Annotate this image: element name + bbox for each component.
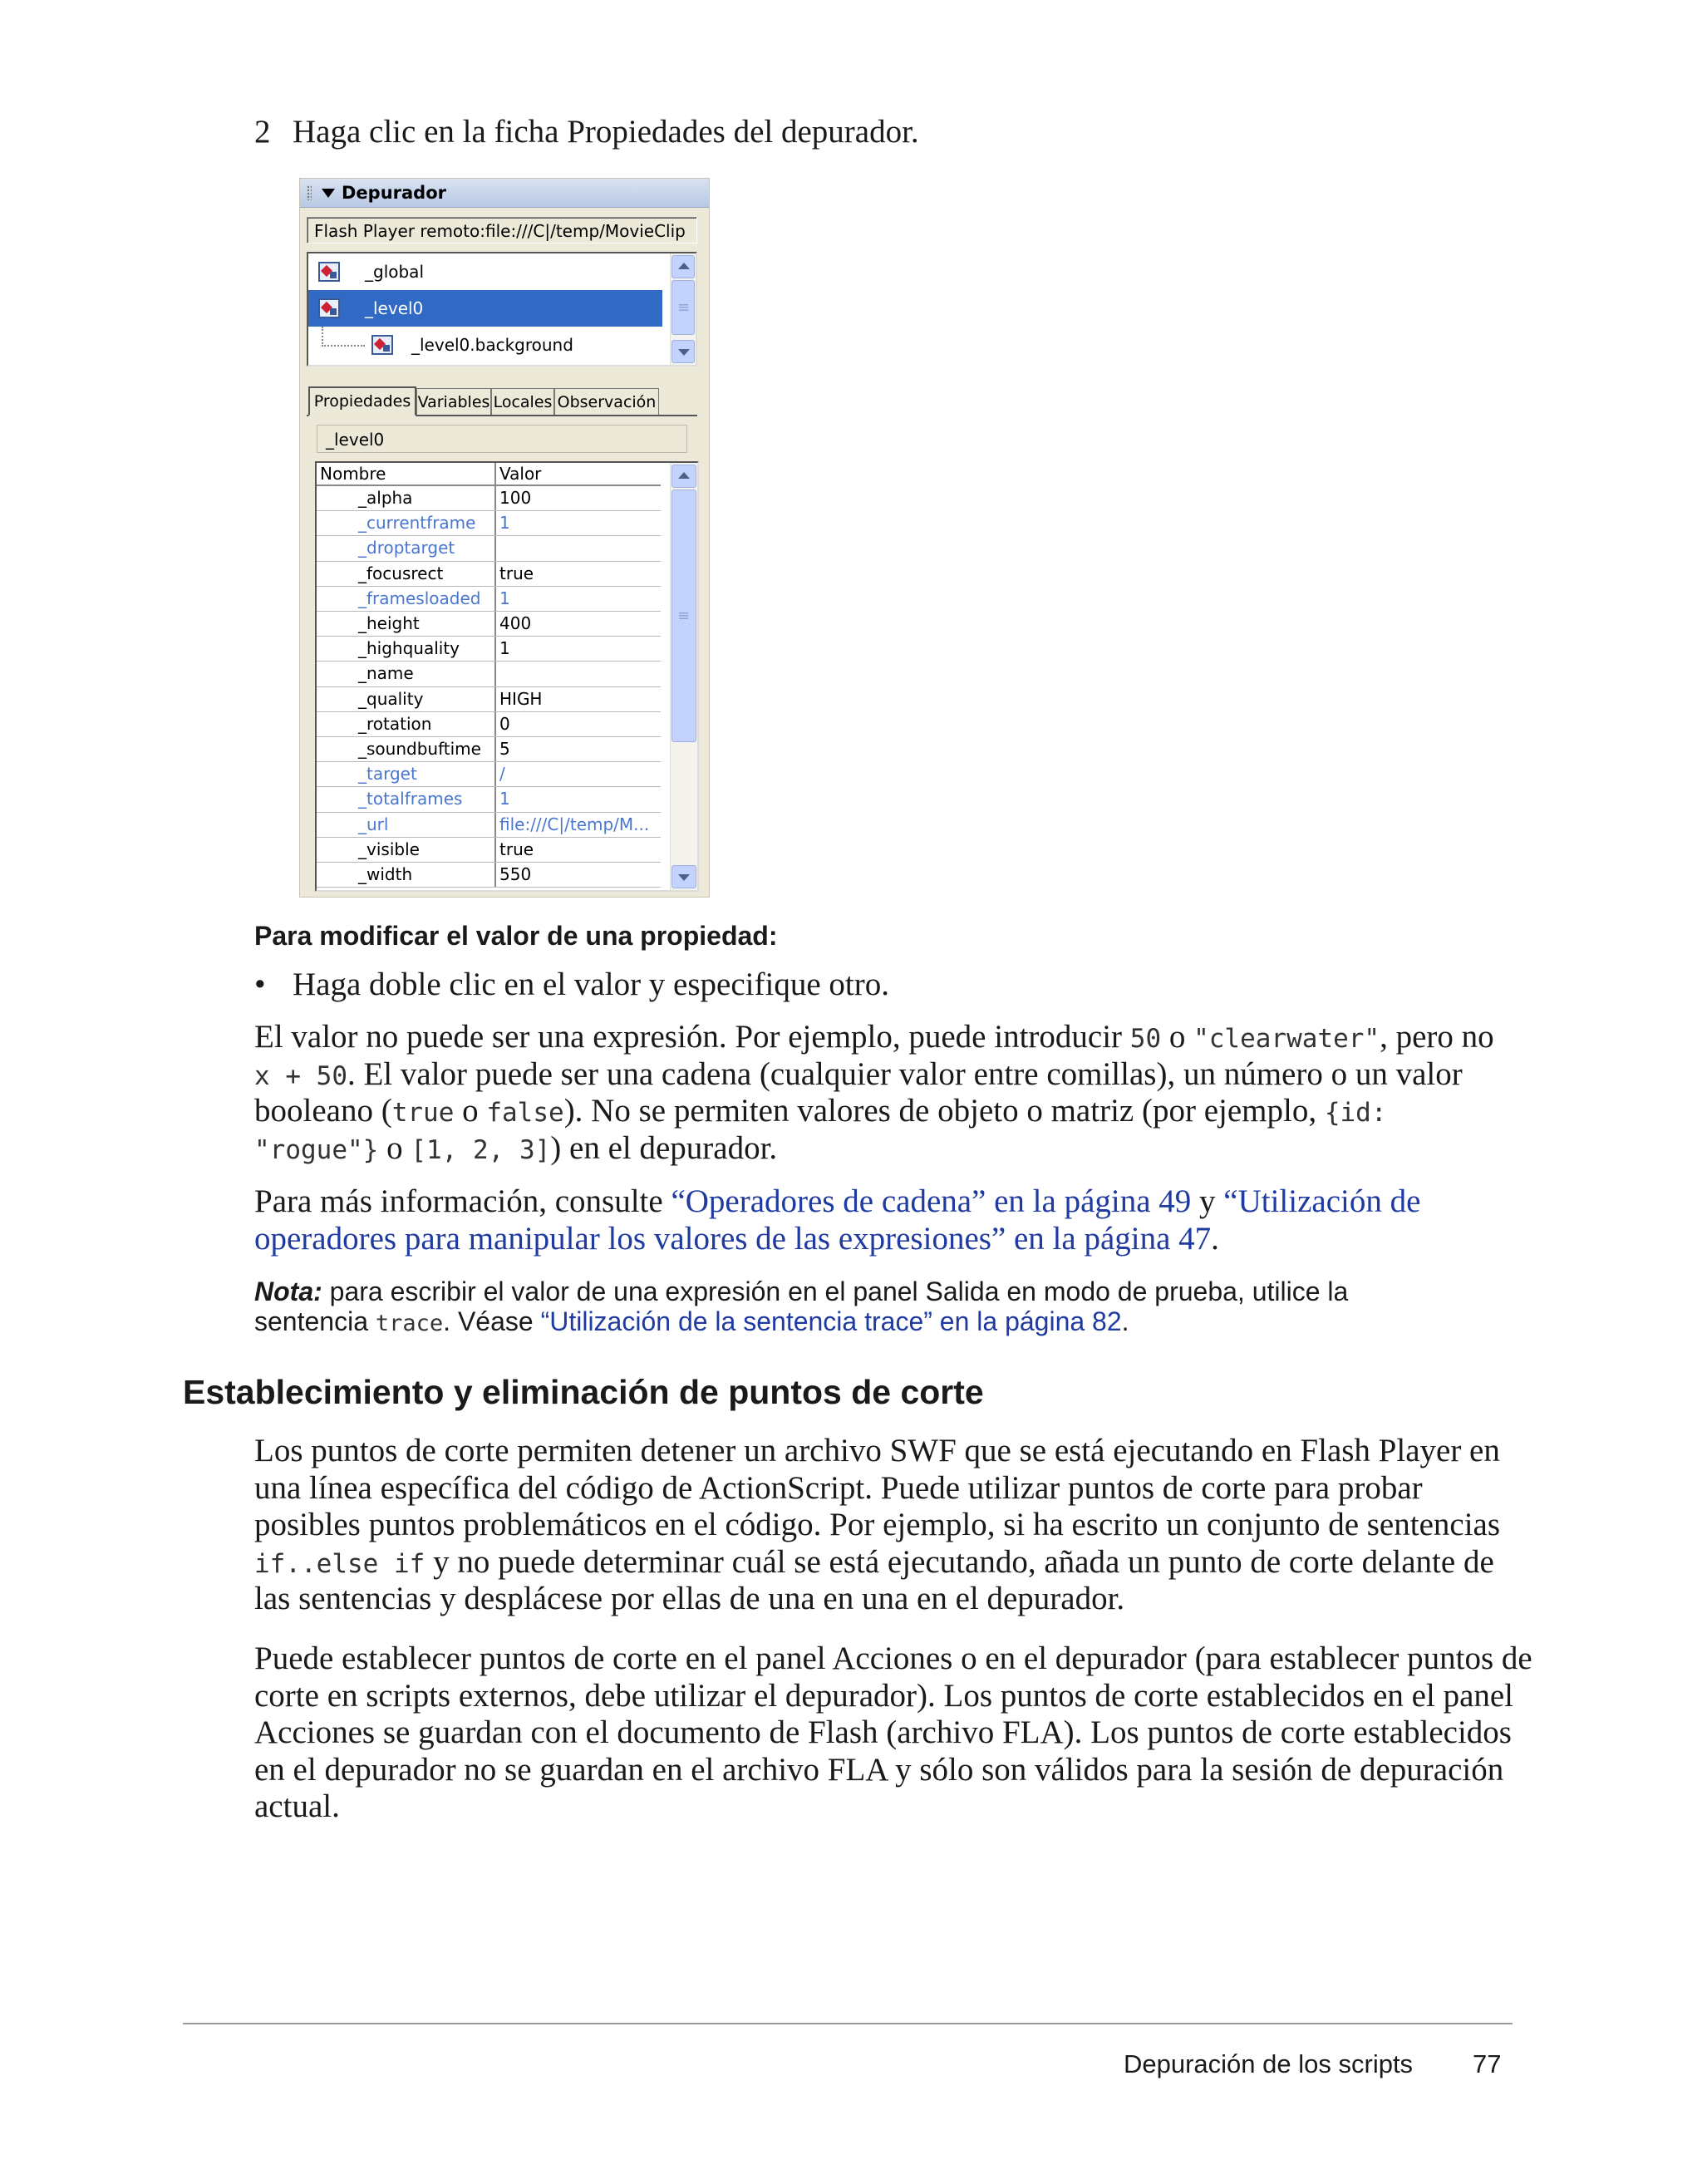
tab-variables[interactable]: Variables [416, 388, 491, 415]
footer-rule [183, 2023, 1513, 2024]
property-value[interactable]: file:///C|/temp/M... [499, 814, 650, 834]
text: . Véase [443, 1306, 541, 1336]
table-row[interactable] [317, 536, 661, 561]
column-name-header[interactable]: Nombre [320, 464, 386, 484]
table-row[interactable] [317, 787, 661, 812]
tree-scrollbar[interactable] [670, 253, 696, 365]
scroll-down-icon[interactable] [671, 865, 696, 888]
link-using-operators[interactable]: “Utilización de [1223, 1183, 1421, 1219]
column-separator [494, 536, 496, 560]
text: . El valor puede ser una cadena (cualquier valor entre comillas), un número o un valor [347, 1055, 1463, 1092]
text: ) en el depurador. [550, 1129, 778, 1166]
property-name: _highquality [358, 638, 460, 659]
property-name: _visible [358, 839, 420, 859]
table-row[interactable] [317, 863, 661, 888]
section-heading: Establecimiento y eliminación de puntos de corte [183, 1373, 984, 1411]
text: posibles puntos problemáticos en el código. Por ejemplo, si ha escrito un conjunto de sentencias [254, 1507, 1501, 1542]
text: Acciones se guardan con el documento de Flash (archivo FLA). Los puntos de corte establecidos [254, 1714, 1512, 1750]
grip-icon[interactable] [307, 185, 312, 200]
text: Para más información, consulte [254, 1183, 671, 1219]
property-name: _soundbuftime [358, 739, 481, 759]
text: y [1191, 1183, 1224, 1219]
table-row[interactable] [317, 511, 661, 536]
selected-object-label: _level0 [317, 425, 687, 453]
property-value[interactable]: 5 [499, 739, 510, 759]
movieclip-icon [371, 335, 393, 355]
property-name: _framesloaded [358, 588, 481, 608]
property-value[interactable]: HIGH [499, 688, 543, 709]
display-list-tree [307, 252, 697, 366]
table-row[interactable] [317, 712, 661, 737]
text: o [378, 1129, 411, 1166]
paragraph-value-rules [254, 1019, 1518, 1167]
column-separator [494, 737, 496, 761]
movieclip-icon [318, 262, 340, 282]
tree-item-level0-background[interactable] [308, 327, 662, 363]
tab-locales[interactable]: Locales [491, 388, 554, 415]
step-number: 2 [254, 114, 271, 150]
column-separator [494, 787, 496, 811]
text: las sentencias y desplácese por ellas de una en una en el depurador. [254, 1581, 1125, 1616]
property-value[interactable]: 1 [499, 789, 510, 809]
property-value[interactable]: / [499, 764, 505, 785]
text: El valor no puede ser una expresión. Por ejemplo, puede introducir [254, 1019, 1130, 1055]
column-separator[interactable] [494, 463, 496, 485]
table-row[interactable] [317, 838, 661, 863]
property-value[interactable]: 550 [499, 864, 532, 884]
scroll-up-icon[interactable] [671, 255, 695, 278]
step-2 [254, 113, 919, 150]
property-name: _droptarget [358, 538, 455, 558]
property-name: _name [358, 663, 414, 684]
tree-item-label: _level0 [365, 298, 424, 318]
code-false: false [486, 1098, 564, 1128]
text: Los puntos de corte permiten detener un archivo SWF que se está ejecutando en Flash Player en [254, 1433, 1500, 1468]
panel-header[interactable] [300, 179, 709, 208]
table-row[interactable] [317, 762, 661, 787]
text: corte en scripts externos, debe utilizar el depurador). Los puntos de corte establecidos en el panel [254, 1677, 1514, 1714]
column-separator [494, 587, 496, 611]
debugger-tabs [307, 388, 697, 416]
movieclip-icon [318, 298, 340, 318]
text: una línea específica del código de ActionScript. Puede utilizar puntos de corte para probar [254, 1469, 1423, 1506]
property-name: _width [358, 864, 413, 884]
text: sentencia [254, 1306, 376, 1336]
table-row[interactable] [317, 486, 661, 511]
property-name: _alpha [358, 488, 413, 508]
paragraph-more-info [254, 1183, 1518, 1257]
property-name: _currentframe [358, 513, 476, 534]
tab-propiedades[interactable]: Propiedades [308, 386, 416, 416]
property-name: _height [358, 613, 420, 633]
link-string-operators[interactable]: “Operadores de cadena” en la página 49 [671, 1183, 1192, 1219]
column-separator [494, 712, 496, 736]
tree-item-level0[interactable] [308, 290, 662, 327]
column-separator [494, 637, 496, 661]
tree-item-label: _global [365, 262, 424, 282]
scroll-thumb[interactable] [671, 280, 695, 335]
property-value[interactable]: 1 [499, 638, 510, 659]
text: actual. [254, 1788, 340, 1824]
code-50: 50 [1129, 1024, 1162, 1054]
code-array: [1, 2, 3] [411, 1134, 551, 1165]
column-separator [494, 813, 496, 837]
panel-title: Depurador [342, 183, 446, 203]
property-value[interactable]: 400 [499, 613, 532, 633]
table-row[interactable] [317, 737, 661, 762]
paragraph-breakpoints-where [254, 1640, 1532, 1826]
column-separator [494, 762, 496, 786]
column-separator [494, 612, 496, 636]
note [254, 1276, 1518, 1339]
scroll-up-icon[interactable] [671, 465, 696, 488]
property-name: _focusrect [358, 563, 444, 583]
tab-observacion[interactable]: Observación [554, 388, 659, 415]
link-using-operators-cont[interactable]: operadores para manipular los valores de las expresiones” en la página 47 [254, 1220, 1212, 1257]
table-row[interactable] [317, 687, 661, 712]
player-field[interactable]: Flash Player remoto:file:///C|/temp/MovieClip [307, 217, 697, 243]
collapse-triangle-icon[interactable] [322, 189, 335, 198]
procedure-heading: Para modificar el valor de una propiedad: [254, 921, 778, 951]
property-value[interactable]: true [499, 839, 534, 859]
property-value[interactable]: 1 [499, 588, 510, 608]
text: o [454, 1093, 487, 1129]
tree-connector [322, 327, 365, 347]
property-name: _url [358, 814, 389, 834]
column-separator [494, 863, 496, 887]
property-name: _totalframes [358, 789, 463, 809]
bullet-icon: • [254, 967, 266, 1002]
footer-section-title: Depuración de los scripts [1124, 2049, 1414, 2078]
text: Puede establecer puntos de corte en el panel Acciones o en el depurador (para establecer puntos de [254, 1640, 1532, 1676]
page-number: 77 [1473, 2049, 1502, 2078]
code-clearwater: "clearwater" [1193, 1024, 1380, 1054]
bullet-text: Haga doble clic en el valor y especifique otro. [293, 967, 889, 1002]
note-label: Nota: [254, 1276, 322, 1306]
property-name: _rotation [358, 713, 432, 734]
column-separator [494, 662, 496, 686]
property-value[interactable]: true [499, 563, 534, 583]
debugger-panel [299, 178, 710, 898]
column-separator [494, 687, 496, 711]
scroll-thumb[interactable] [671, 489, 696, 742]
property-value[interactable]: 0 [499, 713, 510, 734]
property-value[interactable]: 1 [499, 513, 510, 534]
step-text: Haga clic en la ficha Propiedades del depurador. [293, 114, 919, 150]
text: en el depurador no se guardan en el archivo FLA y sólo son válidos para la sesión de depuración [254, 1751, 1504, 1788]
code-id: {id: [1324, 1098, 1387, 1128]
property-name: _target [358, 764, 417, 785]
text: . [1121, 1306, 1129, 1336]
code-if-else-if: if..else if [254, 1548, 426, 1579]
code-x-plus-50: x + 50 [254, 1060, 347, 1091]
grid-header [317, 463, 661, 486]
column-separator [494, 562, 496, 586]
code-true: true [391, 1098, 455, 1128]
paragraph-breakpoints-intro [254, 1433, 1518, 1618]
code-trace: trace [375, 1311, 444, 1336]
text: ). No se permiten valores de objeto o matriz (por ejemplo, [563, 1093, 1325, 1129]
grid-scrollbar[interactable] [670, 463, 697, 890]
property-value[interactable]: 100 [499, 488, 532, 508]
text: , pero no [1380, 1019, 1494, 1055]
text: y no puede determinar cuál se está ejecutando, añada un punto de corte delante de [425, 1543, 1494, 1580]
link-trace-statement[interactable]: “Utilización de la sentencia trace” en la página 82 [540, 1306, 1122, 1336]
property-name: _quality [358, 688, 424, 709]
tree-item-global[interactable] [308, 253, 662, 290]
table-row[interactable] [317, 587, 661, 612]
column-separator [494, 838, 496, 862]
table-row[interactable] [317, 637, 661, 662]
text: o [1161, 1019, 1194, 1055]
text: booleano ( [254, 1093, 392, 1129]
column-value-header[interactable]: Valor [499, 464, 542, 484]
table-row[interactable] [317, 612, 661, 637]
table-row[interactable] [317, 813, 661, 838]
tree-item-label: _level0.background [411, 335, 573, 355]
properties-grid [315, 461, 699, 892]
text: para escribir el valor de una expresión en el panel Salida en modo de prueba, utilice la [322, 1276, 1349, 1306]
table-row[interactable] [317, 662, 661, 686]
code-rogue: "rogue"} [254, 1134, 379, 1165]
text: . [1211, 1220, 1219, 1257]
column-separator [494, 511, 496, 535]
table-row[interactable] [317, 562, 661, 587]
scroll-down-icon[interactable] [671, 340, 695, 363]
column-separator [494, 486, 496, 510]
